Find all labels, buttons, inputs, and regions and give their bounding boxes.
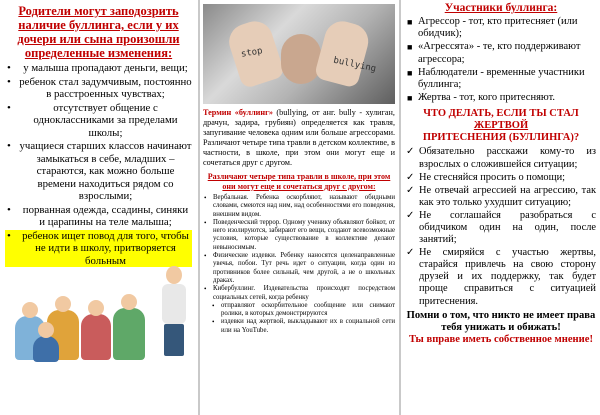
list-item: ■ Наблюдатели - временные участники буллинга;: [407, 66, 585, 91]
list-item-highlighted: • ребенок ищет повод для того, чтобы не идти в школу, притворяется больным: [5, 230, 192, 268]
bullet-icon: •: [204, 218, 207, 227]
list-item: • издевки над жертвой, выкладывают их в социальной сети или на YouTube.: [212, 318, 395, 334]
list-item: ✓ Не отвечай агрессией на агрессию, так как это только ухудшит ситуацию;: [406, 184, 596, 208]
types-list: [203, 194, 395, 335]
term-label: Термин «буллинг»: [203, 108, 273, 117]
signs-title: Родители могут заподозрить наличие буллинга, если у их дочери или сына произошли определенные изменения:: [17, 4, 180, 60]
square-bullet-icon: ■: [407, 42, 413, 53]
hand-image: [314, 17, 373, 88]
final-message: Ты вправе иметь собственное мнение!: [409, 334, 593, 346]
square-bullet-icon: ■: [407, 93, 413, 104]
list-item: • учащиеся старших классов начинают замыкаться в себе, младших – стараются, как можно больше времени находиться рядом со взрослыми;: [7, 140, 192, 202]
stop-bullying-photo: [203, 4, 395, 104]
child-figure: [33, 336, 59, 362]
signs-column: [0, 0, 197, 415]
term-text: (bullying, от анг. bully - хулиган, драчун, задира, грубиян) определяется как травля, запугивание человека одним или больше агрессорами. Различают четыре типа травли в детском коллективе, в частности, в школе, при этом они могут еще и сочетаться друг с другом.: [203, 108, 395, 167]
checkmark-icon: ✓: [406, 209, 415, 221]
list-item: • отправляют оскорбительное сообщение или снимают ролики, в которых демонстрируются: [212, 301, 395, 318]
checkmark-icon: ✓: [406, 171, 415, 183]
list-item: • Кибербуллинг. Издевательства происходят посредством социальных сетей, когда ребенку: [204, 285, 395, 301]
bullet-icon: •: [204, 194, 207, 202]
what-to-do-heading: ЧТО ДЕЛАТЬ, ЕСЛИ ТЫ СТАЛ ЖЕРТВОЙ ПРИТЕСНЕНИЯ (БУЛЛИНГА)?: [422, 108, 580, 144]
bullet-icon: •: [204, 285, 207, 294]
term-definition: [203, 108, 395, 168]
list-item: ■ Агрессор - тот, кто притесняет (или обидчик);: [407, 16, 578, 40]
bullet-icon: •: [212, 318, 215, 327]
list-item: ✓ Не стесняйся просить о помощи;: [406, 171, 566, 183]
bullet-icon: •: [7, 75, 11, 88]
child-figure: [113, 308, 145, 360]
boy-figure: [156, 266, 192, 356]
photo-word-stop: stop: [240, 46, 264, 60]
roles-list: [406, 16, 596, 104]
checkmark-icon: ✓: [406, 247, 415, 259]
photo-word-bullying: bullying: [332, 55, 377, 75]
checkmark-icon: ✓: [406, 184, 415, 196]
bullet-icon: •: [7, 62, 11, 74]
advice-list: [406, 146, 596, 307]
face-image: [281, 34, 321, 84]
checkmark-icon: ✓: [406, 146, 415, 158]
advice-column: [402, 0, 600, 415]
bullet-icon: •: [212, 301, 215, 310]
column-divider: [399, 0, 401, 415]
square-bullet-icon: ■: [407, 67, 413, 78]
bullet-icon: •: [204, 252, 207, 261]
closing-message: Помни о том, что никто не имеет права тебя унижать и обижать!: [406, 309, 596, 333]
bullet-icon: •: [7, 229, 11, 242]
bullet-icon: •: [7, 101, 11, 114]
list-item: • отсутствует общение с одноклассниками за пределами школы;: [7, 101, 178, 139]
definition-column: [200, 0, 398, 415]
list-item: • Поведенческий террор. Одному ученику объявляют бойкот, от него изолируются, забирают его вещи, создают всевозможные условия, которые существование в коллективе делают невыносимым.: [204, 218, 395, 251]
list-item: • Вербальная. Ребенка оскорбляют, называют обидными словами, смеются над ним, над особенностями его поведения, внешним видом.: [204, 194, 395, 218]
list-item: • ребенок стал задумчивым, постоянно в расстроенных чувствах;: [7, 75, 192, 100]
square-bullet-icon: ■: [407, 17, 413, 27]
list-item: ■ Жертва - тот, кого притесняют.: [407, 92, 556, 104]
child-figure: [81, 314, 111, 360]
signs-list: [5, 62, 192, 267]
list-item: • порванная одежда, ссадины, синяки и царапины на теле малыша;: [7, 203, 189, 228]
list-item: • у малыша пропадают деньги, вещи;: [7, 62, 188, 74]
children-illustration: [9, 270, 194, 360]
roles-title: Участники буллинга:: [444, 2, 558, 14]
list-item: ✓ Обязательно расскажи кому-то из взрослых о сложившейся ситуации;: [406, 146, 596, 170]
list-item: • Физические издевки. Ребенку наносятся целенаправленные увечья, побои. Тут речь идет о ситуации, когда один из противников более сильный, чем другой, а не о школьных драках.: [204, 252, 395, 284]
types-heading: Различают четыре типа травли в школе, при этом они могут еще и сочетаться друг с другом:: [207, 172, 391, 191]
list-item: ✓ Не смиряйся с участью жертвы, старайся привлечь на свою сторону друзей и их поддержку, так будет проще справиться с ситуацией притеснения.: [406, 247, 596, 307]
list-item: ■ «Агрессята» - те, кто поддерживают агрессора;: [407, 41, 581, 65]
bullet-icon: •: [7, 140, 11, 152]
list-item: ✓ Не соглашайся разобраться с обидчиком один на один, после занятий;: [406, 209, 596, 246]
bullet-icon: •: [7, 203, 11, 216]
